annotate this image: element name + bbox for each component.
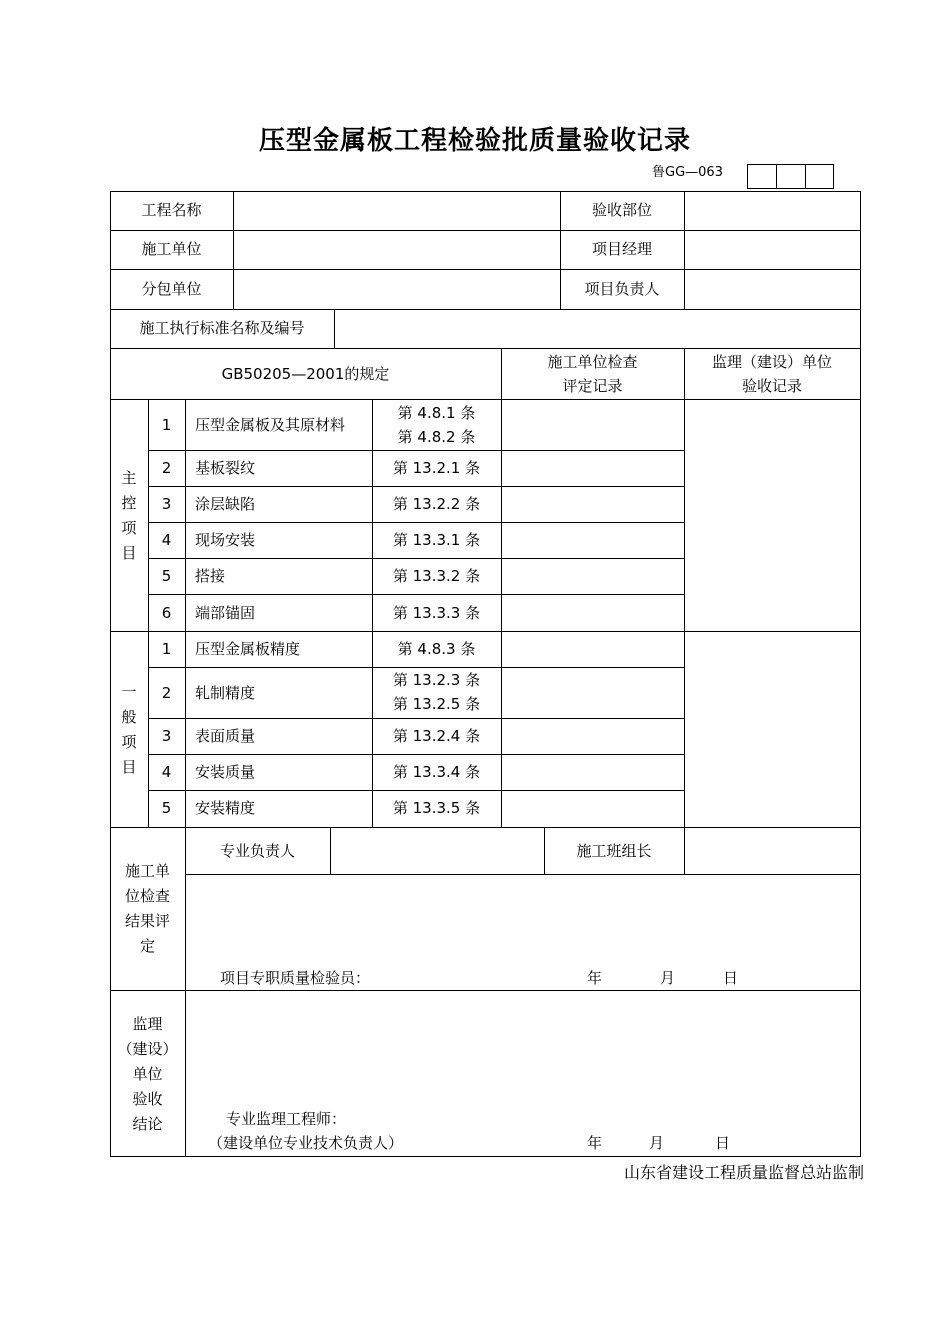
team-leader-label: 施工班组长 (576, 842, 652, 860)
general-item-clause: 第 13.2.3 条 (392, 671, 481, 689)
code-box-3[interactable] (805, 164, 834, 189)
footer-issuer: 山东省建设工程质量监督总站监制 (623, 1163, 864, 1182)
general-label-char: 项 (121, 733, 137, 751)
supervision-year-label: 年 (587, 1134, 603, 1152)
main-item-name: 压型金属板及其原材料 (195, 416, 346, 434)
construction-result-label-line: 施工单 (124, 862, 170, 880)
construction-unit-label: 施工单位 (141, 240, 202, 258)
form-code: 鲁GG—063 (652, 165, 723, 180)
acceptance-part-field[interactable] (685, 192, 860, 230)
main-item-clause: 第 13.3.1 条 (392, 531, 481, 549)
project-manager-label: 项目经理 (591, 240, 652, 258)
specialist-field[interactable] (331, 828, 544, 874)
specialist-label: 专业负责人 (219, 842, 295, 860)
project-manager-field[interactable] (685, 231, 860, 269)
construction-check-header-1: 施工单位检查 (547, 353, 638, 371)
construction-day-label: 日 (723, 969, 739, 987)
construction-result-label-line: 位检查 (124, 887, 170, 905)
main-item-no: 5 (161, 567, 172, 585)
general-item-no: 4 (161, 763, 172, 781)
main-item-clause-2: 第 4.8.2 条 (397, 428, 476, 446)
construction-year-label: 年 (587, 969, 603, 987)
main-item-no: 1 (161, 416, 172, 434)
subcontract-unit-field[interactable] (234, 270, 559, 309)
supervision-month-label: 月 (649, 1134, 665, 1152)
code-box-1[interactable] (747, 164, 777, 189)
main-item-clause: 第 4.8.1 条 (397, 404, 476, 422)
construction-result-label-line: 结果评 (124, 912, 170, 930)
supervision-check-header-1: 监理（建设）单位 (711, 353, 832, 371)
construction-check-header-2: 评定记录 (562, 377, 623, 395)
main-item-clause: 第 13.2.1 条 (392, 459, 481, 477)
main-item-name: 端部锚固 (195, 604, 256, 622)
standard-name-field[interactable] (335, 310, 860, 348)
main-control-label-char: 目 (121, 544, 137, 562)
general-item-no: 2 (161, 684, 172, 702)
supervision-result-label-line: 单位 (132, 1065, 163, 1083)
supervision-result-label-line: （建设） (117, 1040, 178, 1058)
general-item-no: 5 (161, 799, 172, 817)
supervision-day-label: 日 (715, 1134, 731, 1152)
general-item-name: 安装精度 (195, 799, 256, 817)
main-item-no: 2 (161, 459, 172, 477)
acceptance-part-label: 验收部位 (591, 201, 652, 219)
main-item-no: 4 (161, 531, 172, 549)
owner-tech-label: （建设单位专业技术负责人） (208, 1134, 404, 1152)
general-label-char: 般 (121, 708, 137, 726)
general-item-clause: 第 13.3.5 条 (392, 799, 481, 817)
main-item-name: 搭接 (195, 567, 226, 585)
construction-result-field[interactable] (186, 875, 860, 963)
general-label-char: 目 (121, 758, 137, 776)
subcontract-unit-label: 分包单位 (141, 280, 202, 298)
main-item-no: 6 (161, 604, 172, 622)
general-item-name: 安装质量 (195, 763, 256, 781)
general-item-no: 3 (161, 727, 172, 745)
construction-unit-field[interactable] (234, 231, 559, 269)
inspector-label: 项目专职质量检验员： (220, 969, 371, 987)
team-leader-field[interactable] (685, 828, 860, 874)
general-item-name: 轧制精度 (195, 684, 256, 702)
main-item-clause: 第 13.3.3 条 (392, 604, 481, 622)
main-item-clause: 第 13.3.2 条 (392, 567, 481, 585)
general-label-char: 一 (121, 683, 137, 701)
project-leader-label: 项目负责人 (584, 280, 660, 298)
project-name-field[interactable] (234, 192, 559, 230)
construction-month-label: 月 (660, 969, 676, 987)
spec-header: GB50205—2001的规定 (221, 365, 390, 383)
general-item-clause: 第 13.2.4 条 (392, 727, 481, 745)
supervision-check-header-2: 验收记录 (741, 377, 802, 395)
general-item-clause: 第 4.8.3 条 (397, 640, 476, 658)
supervision-result-label-line: 验收 (132, 1090, 163, 1108)
supervision-result-label-line: 监理 (132, 1015, 163, 1033)
standard-name-label: 施工执行标准名称及编号 (139, 319, 305, 337)
general-item-no: 1 (161, 640, 172, 658)
project-leader-field[interactable] (685, 270, 860, 309)
main-item-name: 现场安装 (195, 531, 256, 549)
supervision-result-label-line: 结论 (132, 1115, 163, 1133)
main-item-name: 涂层缺陷 (195, 495, 256, 513)
main-control-label-char: 控 (121, 494, 137, 512)
general-item-clause-2: 第 13.2.5 条 (392, 695, 481, 713)
main-control-label-char: 主 (121, 469, 137, 487)
form-title: 压型金属板工程检验批质量验收记录 (258, 126, 691, 156)
main-item-clause: 第 13.2.2 条 (392, 495, 481, 513)
general-item-clause: 第 13.3.4 条 (392, 763, 481, 781)
project-name-label: 工程名称 (141, 201, 202, 219)
general-item-name: 压型金属板精度 (195, 640, 301, 658)
general-item-name: 表面质量 (195, 727, 256, 745)
supervision-engineer-label: 专业监理工程师： (226, 1110, 347, 1128)
main-item-name: 基板裂纹 (195, 459, 256, 477)
main-item-no: 3 (161, 495, 172, 513)
code-box-2[interactable] (776, 164, 806, 189)
main-control-label-char: 项 (121, 519, 137, 537)
construction-result-label-line: 定 (139, 937, 155, 955)
supervision-result-field[interactable] (186, 991, 860, 1103)
